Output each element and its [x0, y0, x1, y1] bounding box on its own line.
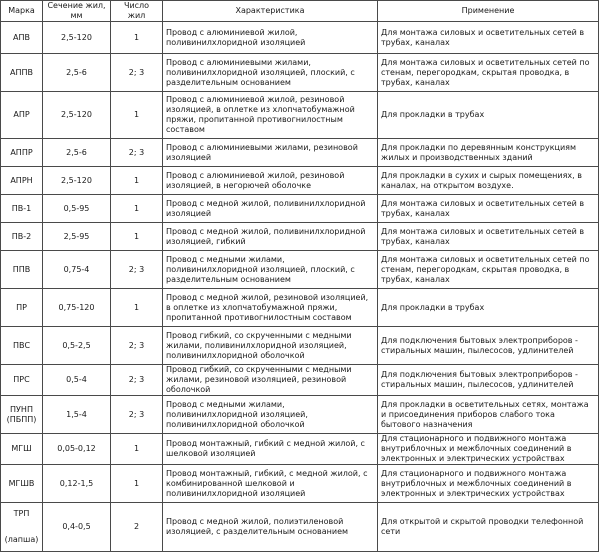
cell-mark: МГШ — [1, 434, 43, 465]
cell-application: Для монтажа силовых и осветительных сетей в трубах, каналах — [378, 223, 599, 251]
header-characteristics: Характеристика — [163, 1, 378, 22]
table-row — [1, 167, 599, 195]
cell-section: 2,5-95 — [43, 223, 111, 251]
cell-application: Для монтажа силовых и осветительных сетей в трубах, каналах — [378, 195, 599, 223]
table-row — [1, 503, 599, 552]
cell-mark-note: (лапша) — [4, 535, 39, 544]
cell-characteristics: Провод с медной жилой, поливинилхлоридной изоляцией, гибкий — [163, 223, 378, 251]
cell-mark: АПРН — [1, 167, 43, 195]
cell-application: Для подключения бытовых электроприборов - стиральных машин, пылесосов, удлинителей — [378, 365, 599, 396]
table-row — [1, 195, 599, 223]
cell-characteristics: Провод с алюминиевой жилой, поливинилхлоридной изоляцией — [163, 22, 378, 54]
cell-application: Для монтажа силовых и осветительных сетей в трубах, каналах — [378, 22, 599, 54]
table-row — [1, 54, 599, 92]
cell-cores: 1 — [111, 167, 163, 195]
cell-section: 1,5-4 — [43, 396, 111, 434]
cell-section: 2,5-120 — [43, 22, 111, 54]
cell-mark: ПВ-2 — [1, 223, 43, 251]
table-row — [1, 251, 599, 289]
cell-mark: ПУНП (ПБПП) — [1, 396, 43, 434]
cell-application: Для монтажа силовых и осветительных сетей по стенам, перегородкам, скрытая проводка, в трубах, каналах — [378, 251, 599, 289]
cell-section: 0,4-0,5 — [43, 503, 111, 552]
table-row — [1, 396, 599, 434]
cell-section: 0,12-1,5 — [43, 465, 111, 503]
cell-mark: ПРС — [1, 365, 43, 396]
cell-characteristics: Провод с медными жилами, поливинилхлоридной изоляцией, поливинилхлоридной оболочкой — [163, 396, 378, 434]
cell-cores: 1 — [111, 195, 163, 223]
header-row — [1, 1, 599, 22]
cell-section: 2,5-120 — [43, 92, 111, 139]
cell-characteristics: Провод с алюминиевыми жилами, резиновой изоляцией — [163, 139, 378, 167]
cell-cores: 1 — [111, 92, 163, 139]
cell-application: Для стационарного и подвижного монтажа внутриблочных и межблочных соединений в электронных и электрических устройствах — [378, 434, 599, 465]
cell-mark: АППР — [1, 139, 43, 167]
cell-section: 2,5-6 — [43, 139, 111, 167]
header-application: Применение — [378, 1, 599, 22]
cell-characteristics: Провод монтажный, гибкий с медной жилой, с шелковой изоляцией — [163, 434, 378, 465]
header-cores: Число жил — [111, 1, 163, 22]
header-section: Сечение жил, мм — [43, 1, 111, 22]
cell-section: 0,5-2,5 — [43, 327, 111, 365]
table-row — [1, 434, 599, 465]
cell-mark: ПР — [1, 289, 43, 327]
cell-characteristics: Провод гибкий, со скрученными с медными жилами, резиновой изоляцией, резиновой оболочкой — [163, 365, 378, 396]
table-row — [1, 92, 599, 139]
table-row — [1, 289, 599, 327]
cell-characteristics: Провод с медной жилой, полиэтиленовой изоляцией, с разделительным основанием — [163, 503, 378, 552]
cell-cores: 1 — [111, 223, 163, 251]
cell-characteristics: Провод гибкий, со скрученными с медными жилами, поливинилхлоридной изоляцией, поливинилхлоридной оболочкой — [163, 327, 378, 365]
cell-section: 2,5-6 — [43, 54, 111, 92]
table-row — [1, 465, 599, 503]
cell-mark: ППВ — [1, 251, 43, 289]
cell-mark — [1, 503, 43, 552]
cell-section: 0,5-4 — [43, 365, 111, 396]
cell-application: Для стационарного и подвижного монтажа внутриблочных и межблочных соединений в электронных и электрических устройствах — [378, 465, 599, 503]
cell-mark: ПВС — [1, 327, 43, 365]
cell-cores: 1 — [111, 289, 163, 327]
cell-mark: ПВ-1 — [1, 195, 43, 223]
cell-mark: АПВ — [1, 22, 43, 54]
table-row — [1, 22, 599, 54]
cell-section: 0,75-120 — [43, 289, 111, 327]
cell-characteristics: Провод монтажный, гибкий, с медной жилой, с комбинированной шелковой и поливинилхлоридной изоляцией — [163, 465, 378, 503]
cell-cores: 2; 3 — [111, 365, 163, 396]
cell-application: Для прокладки в трубах — [378, 92, 599, 139]
cell-application: Для прокладки по деревянным конструкциям жилых и производственных зданий — [378, 139, 599, 167]
cell-section: 0,75-4 — [43, 251, 111, 289]
cell-cores: 1 — [111, 434, 163, 465]
cell-cores: 2; 3 — [111, 396, 163, 434]
table-row — [1, 327, 599, 365]
table-row — [1, 223, 599, 251]
cell-application: Для прокладки в трубах — [378, 289, 599, 327]
cell-characteristics: Провод с медной жилой, поливинилхлоридной изоляцией — [163, 195, 378, 223]
cell-characteristics: Провод с алюминиевой жилой, резиновой изоляцией, в негорючей оболочке — [163, 167, 378, 195]
cell-characteristics: Провод с медными жилами, поливинилхлоридной изоляцией, плоский, с разделительным основанием — [163, 251, 378, 289]
cell-section: 0,5-95 — [43, 195, 111, 223]
cell-mark: АППВ — [1, 54, 43, 92]
cell-application: Для открытой и скрытой проводки телефонной сети — [378, 503, 599, 552]
table-row — [1, 139, 599, 167]
cell-mark: МГШВ — [1, 465, 43, 503]
cell-cores: 2; 3 — [111, 54, 163, 92]
cell-cores: 1 — [111, 22, 163, 54]
cell-cores: 1 — [111, 465, 163, 503]
table-row — [1, 365, 599, 396]
cell-mark-main: ТРП — [13, 509, 30, 518]
cell-section: 0,05-0,12 — [43, 434, 111, 465]
cell-cores: 2; 3 — [111, 139, 163, 167]
cell-cores: 2; 3 — [111, 327, 163, 365]
cell-mark: АПР — [1, 92, 43, 139]
cell-application: Для прокладки в осветительных сетях, монтажа и присоединения приборов слабого тока бытового назначения — [378, 396, 599, 434]
cell-characteristics: Провод с алюминиевыми жилами, поливинилхлоридной изоляцией, плоский, с разделительным основанием — [163, 54, 378, 92]
cell-section: 2,5-120 — [43, 167, 111, 195]
cell-application: Для монтажа силовых и осветительных сетей по стенам, перегородкам, скрытая проводка, в трубах, каналах — [378, 54, 599, 92]
cell-characteristics: Провод с алюминиевой жилой, резиновой изоляцией, в оплетке из хлопчатобумажной пряжи, пропитанной противогнилостным составом — [163, 92, 378, 139]
cell-application: Для подключения бытовых электроприборов - стиральных машин, пылесосов, удлинителей — [378, 327, 599, 365]
cell-cores: 2 — [111, 503, 163, 552]
cell-characteristics: Провод с медной жилой, резиновой изоляцией, в оплетке из хлопчатобумажной пряжи, пропитанной противогнилостным составом — [163, 289, 378, 327]
cell-application: Для прокладки в сухих и сырых помещениях, в каналах, на открытом воздухе. — [378, 167, 599, 195]
cell-cores: 2; 3 — [111, 251, 163, 289]
header-mark: Марка — [1, 1, 43, 22]
